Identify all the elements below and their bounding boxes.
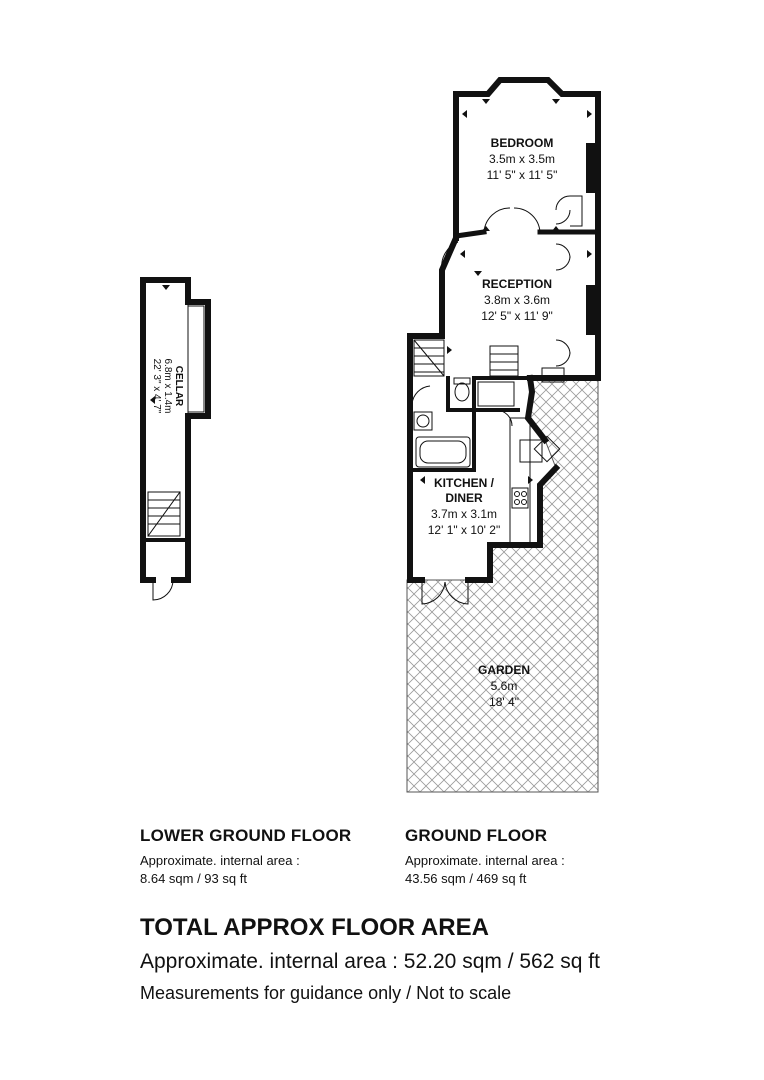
ground-stairs	[414, 340, 444, 376]
garden-area	[407, 378, 598, 792]
reception-imperial: 12' 5" x 11' 9"	[481, 309, 553, 323]
ground-area-label: Approximate. internal area :	[405, 853, 565, 868]
bedroom-metric: 3.5m x 3.5m	[488, 152, 556, 166]
cellar-metric: 6.8m x 1.4m	[162, 358, 173, 414]
reception-label: RECEPTION	[481, 277, 553, 291]
reception-metric: 3.8m x 3.6m	[483, 293, 551, 307]
rear-steps	[490, 346, 518, 376]
total-area-title: TOTAL APPROX FLOOR AREA	[140, 914, 489, 941]
bedroom-wardrobe	[556, 196, 582, 226]
cellar-label-group	[151, 358, 184, 413]
garden-metric: 5.6m	[490, 679, 518, 693]
lower-ground-floor-plan	[143, 280, 208, 600]
lower-ground-floor-title: LOWER GROUND FLOOR	[140, 826, 352, 845]
total-area-value: Approximate. internal area : 52.20 sqm / 562 sq ft	[140, 950, 600, 973]
cellar-recess	[188, 306, 204, 412]
lower-ground-floor-caption	[140, 826, 351, 888]
partition-wall	[456, 232, 484, 236]
kitchen-metric: 3.7m x 3.1m	[430, 507, 498, 521]
bedroom-imperial: 11' 5" x 11' 5"	[486, 168, 558, 182]
cellar-stairs	[148, 492, 180, 536]
kitchen-imperial: 12' 1" x 10' 2"	[427, 523, 501, 537]
ground-area-value: 43.56 sqm / 469 sq ft	[405, 871, 527, 886]
kitchen-label-line2: DINER	[445, 491, 483, 505]
kitchen-sink	[520, 440, 542, 462]
reception-wardrobe	[556, 244, 570, 366]
ground-floor-caption	[405, 826, 565, 888]
reception-label-group	[481, 277, 553, 323]
bedroom-label-group	[487, 136, 558, 182]
bathroom-door-arc	[412, 386, 430, 404]
kitchen-label-line1: KITCHEN /	[434, 476, 494, 490]
kitchen-worktop	[510, 418, 530, 544]
garden-imperial: 18' 4"	[489, 695, 519, 709]
store-cupboard	[478, 382, 514, 406]
cellar-imperial: 22' 3" x 4' 7"	[151, 358, 162, 414]
kitchen-hob	[512, 488, 528, 508]
bathroom-partition	[410, 410, 474, 470]
cellar-label: CELLAR	[173, 365, 184, 407]
kitchen-label-group	[428, 476, 500, 537]
cellar-wall	[143, 280, 208, 580]
bedroom-label: BEDROOM	[490, 136, 554, 150]
scale-disclaimer: Measurements for guidance only / Not to scale	[140, 983, 512, 1003]
garden-label: GARDEN	[477, 663, 531, 677]
ground-floor-title: GROUND FLOOR	[405, 826, 548, 845]
lower-ground-area-label: Approximate. internal area :	[140, 853, 300, 868]
bedroom-door-arc	[484, 208, 540, 232]
lower-ground-area-value: 8.64 sqm / 93 sq ft	[140, 871, 247, 886]
